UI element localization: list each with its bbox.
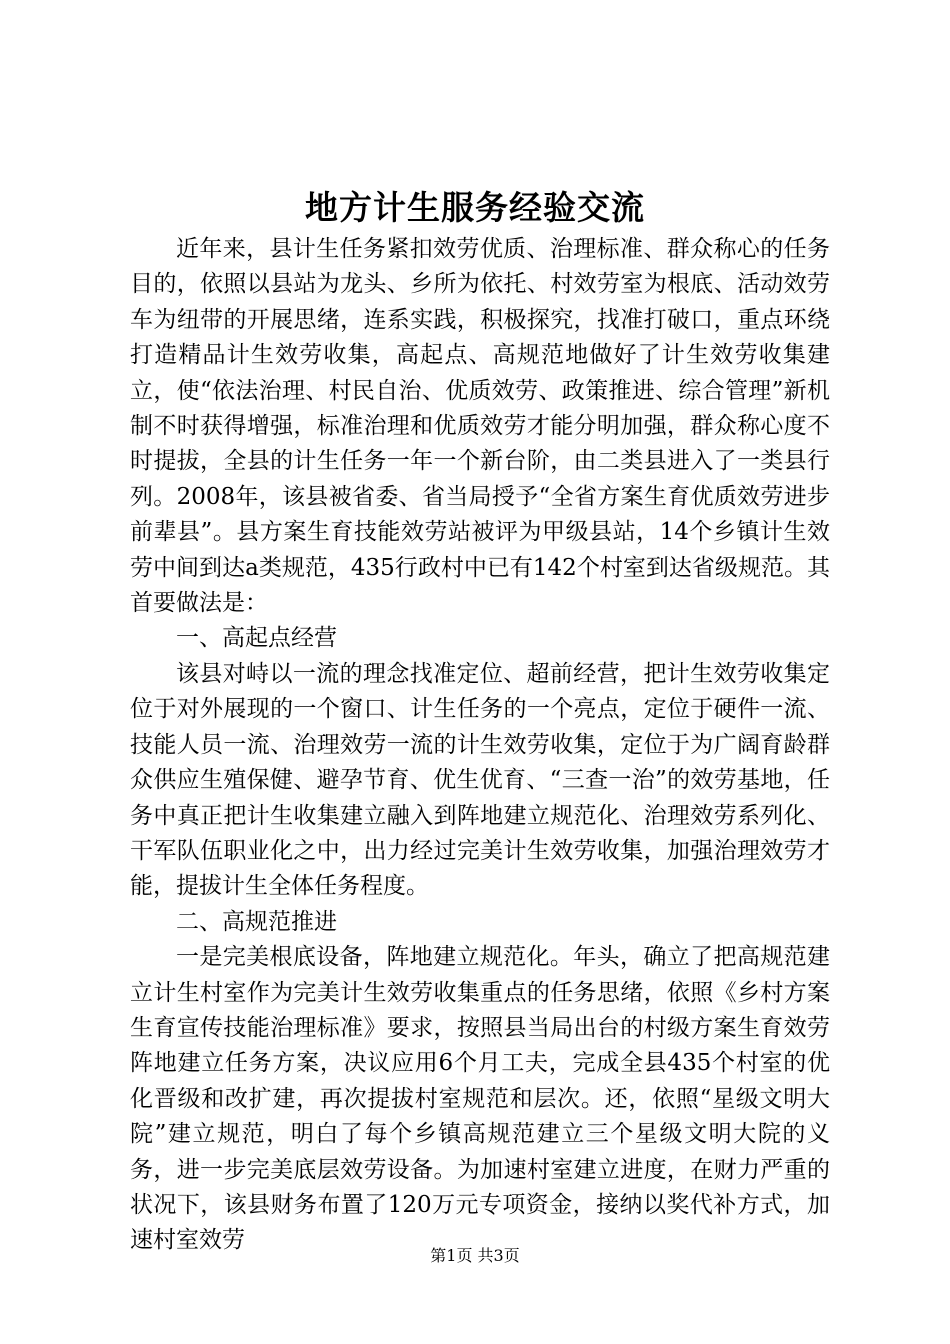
section-heading-1: 一、高起点经营 (176, 625, 337, 652)
paragraph-section-2: 一是完美根底设备，阵地建立规范化。年头，确立了把高规范建立计生村室作为完美计生效劳收集重点的任务思绪，依照《乡村方案生育宣传技能治理标准》要求，按照县当局出台的村级方案生育效劳阵地建立任务方案，决议应用6个月工夫，完成全县435个村室的优化晋级和改扩建，再次提拔村室规范和层次。还，依照“星级文明大院”建立规范，明白了每个乡镇高规范建立三个星级文明大院的义务，进一步完美底层效劳设备。为加速村室建立进度，在财力严重的状况下，该县财务布置了120万元专项资金，接纳以奖代补方式，加速村室效劳 (130, 944, 830, 1254)
page-footer: 第1页 共3页 (430, 1246, 520, 1265)
paragraph-section-1: 该县对峙以一流的理念找准定位、超前经营，把计生效劳收集定位于对外展现的一个窗口、计生任务的一个亮点，定位于硬件一流、技能人员一流、治理效劳一流的计生效劳收集，定位于为广阔育龄群众供应生殖保健、避孕节育、优生优育、“三查一治”的效劳基地，任务中真正把计生收集建立融入到阵地建立规范化、治理效劳系列化、干军队伍职业化之中，出力经过完美计生效劳收集，加强治理效劳才能，提拔计生全体任务程度。 (130, 660, 830, 900)
document-body (130, 232, 830, 1259)
document-title: 地方计生服务经验交流 (305, 188, 645, 227)
section-heading-2: 二、高规范推进 (176, 908, 337, 935)
paragraph-intro: 近年来，县计生任务紧扣效劳优质、治理标准、群众称心的任务目的，依照以县站为龙头、乡所为依托、村效劳室为根底、活动效劳车为纽带的开展思绪，连系实践，积极探究，找准打破口，重点环绕打造精品计生效劳收集，高起点、高规范地做好了计生效劳收集建立，使“依法治理、村民自治、优质效劳、政策推进、综合管理”新机制不时获得增强，标准治理和优质效劳才能分明加强，群众称心度不时提拔，全县的计生任务一年一个新台阶，由二类县进入了一类县行列。2008年，该县被省委、省当局授予“全省方案生育优质效劳进步前辈县”。县方案生育技能效劳站被评为甲级县站，14个乡镇计生效劳中间到达a类规范，435行政村中已有142个村室到达省级规范。其首要做法是： (130, 236, 830, 617)
